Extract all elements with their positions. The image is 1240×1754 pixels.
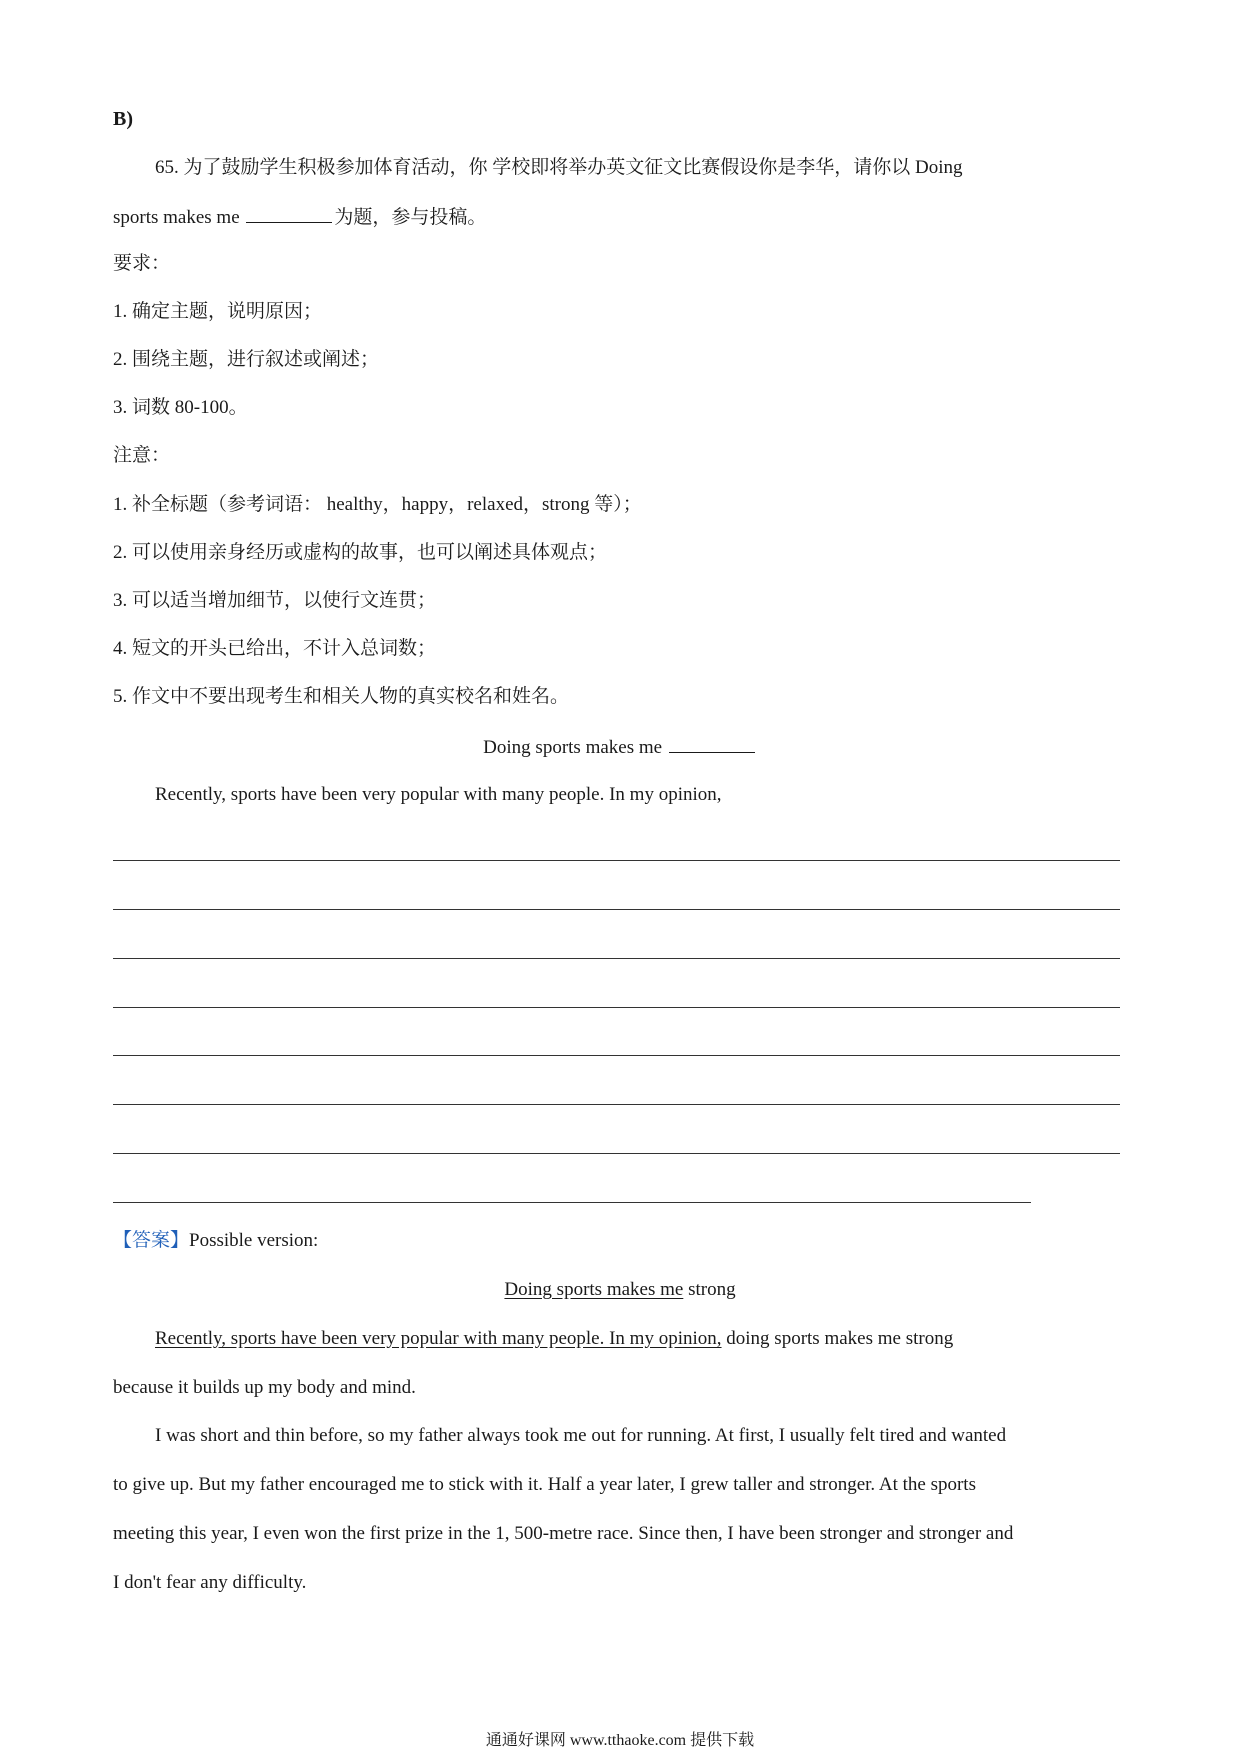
question-line-2-prefix: sports makes me bbox=[113, 207, 245, 228]
answer-tag: 【答案】 bbox=[113, 1230, 190, 1251]
notes-heading: 注意： bbox=[113, 445, 171, 466]
question-line-1: 65. 为了鼓励学生积极参加体育活动，你 学校即将举办英文征文比赛假设你是李华，请你以 Doing bbox=[155, 157, 963, 178]
essay-title-blank bbox=[669, 734, 755, 753]
answer-p1-rest: doing sports makes me strong bbox=[721, 1328, 954, 1349]
note-item: 1. 补全标题（参考词语： healthy，happy，relaxed，strong 等）； bbox=[113, 494, 642, 515]
question-line-2 bbox=[113, 204, 486, 230]
answer-paragraph-2-line: meeting this year, I even won the first prize in the 1, 500-metre race. Since then, I have been stronger and stronger and bbox=[113, 1523, 1014, 1544]
requirement-item: 1. 确定主题，说明原因； bbox=[113, 301, 323, 322]
answer-paragraph-2-line: to give up. But my father encouraged me to stick with it. Half a year later, I grew taller and stronger. At the sports bbox=[113, 1474, 976, 1495]
title-blank bbox=[246, 204, 332, 223]
answer-paragraph-2-line: I was short and thin before, so my father always took me out for running. At first, I usually felt tired and wanted bbox=[155, 1425, 1007, 1446]
answer-given-opening: Recently, sports have been very popular with many people. In my opinion, bbox=[155, 1328, 722, 1349]
writing-line bbox=[113, 1202, 1031, 1203]
note-item: 2. 可以使用亲身经历或虚构的故事，也可以阐述具体观点； bbox=[113, 542, 608, 563]
answer-title-given: Doing sports makes me bbox=[504, 1279, 684, 1300]
answer-label: Possible version: bbox=[189, 1230, 319, 1251]
note-item: 5. 作文中不要出现考生和相关人物的真实校名和姓名。 bbox=[113, 686, 570, 707]
essay-opening: Recently, sports have been very popular with many people. In my opinion, bbox=[155, 784, 722, 805]
writing-line bbox=[113, 958, 1120, 959]
writing-line bbox=[113, 860, 1120, 861]
requirements-heading: 要求： bbox=[113, 253, 171, 274]
essay-title-prefix: Doing sports makes me bbox=[483, 737, 667, 758]
answer-title bbox=[0, 1278, 1240, 1302]
note-item: 3. 可以适当增加细节，以使行文连贯； bbox=[113, 590, 437, 611]
answer-title-completion: strong bbox=[683, 1279, 736, 1300]
answer-label-line bbox=[113, 1229, 318, 1253]
question-line-2-suffix: 为题，参与投稿。 bbox=[334, 207, 487, 228]
answer-paragraph-1-line-2: because it builds up my body and mind. bbox=[113, 1377, 416, 1398]
writing-line bbox=[113, 909, 1120, 910]
page-footer: 通通好课网 www.tthaoke.com 提供下载 bbox=[485, 1732, 755, 1749]
requirement-item: 3. 词数 80-100。 bbox=[113, 397, 248, 418]
essay-title bbox=[0, 734, 1240, 760]
requirement-item: 2. 围绕主题，进行叙述或阐述； bbox=[113, 349, 380, 370]
writing-line bbox=[113, 1104, 1120, 1105]
answer-paragraph-2-line: I don't fear any difficulty. bbox=[113, 1572, 307, 1593]
writing-line bbox=[113, 1007, 1120, 1008]
note-item: 4. 短文的开头已给出，不计入总词数； bbox=[113, 638, 437, 659]
writing-line bbox=[113, 1153, 1120, 1154]
writing-line bbox=[113, 1055, 1120, 1056]
section-heading: B) bbox=[113, 108, 133, 130]
answer-paragraph-1-line-1 bbox=[155, 1327, 953, 1351]
